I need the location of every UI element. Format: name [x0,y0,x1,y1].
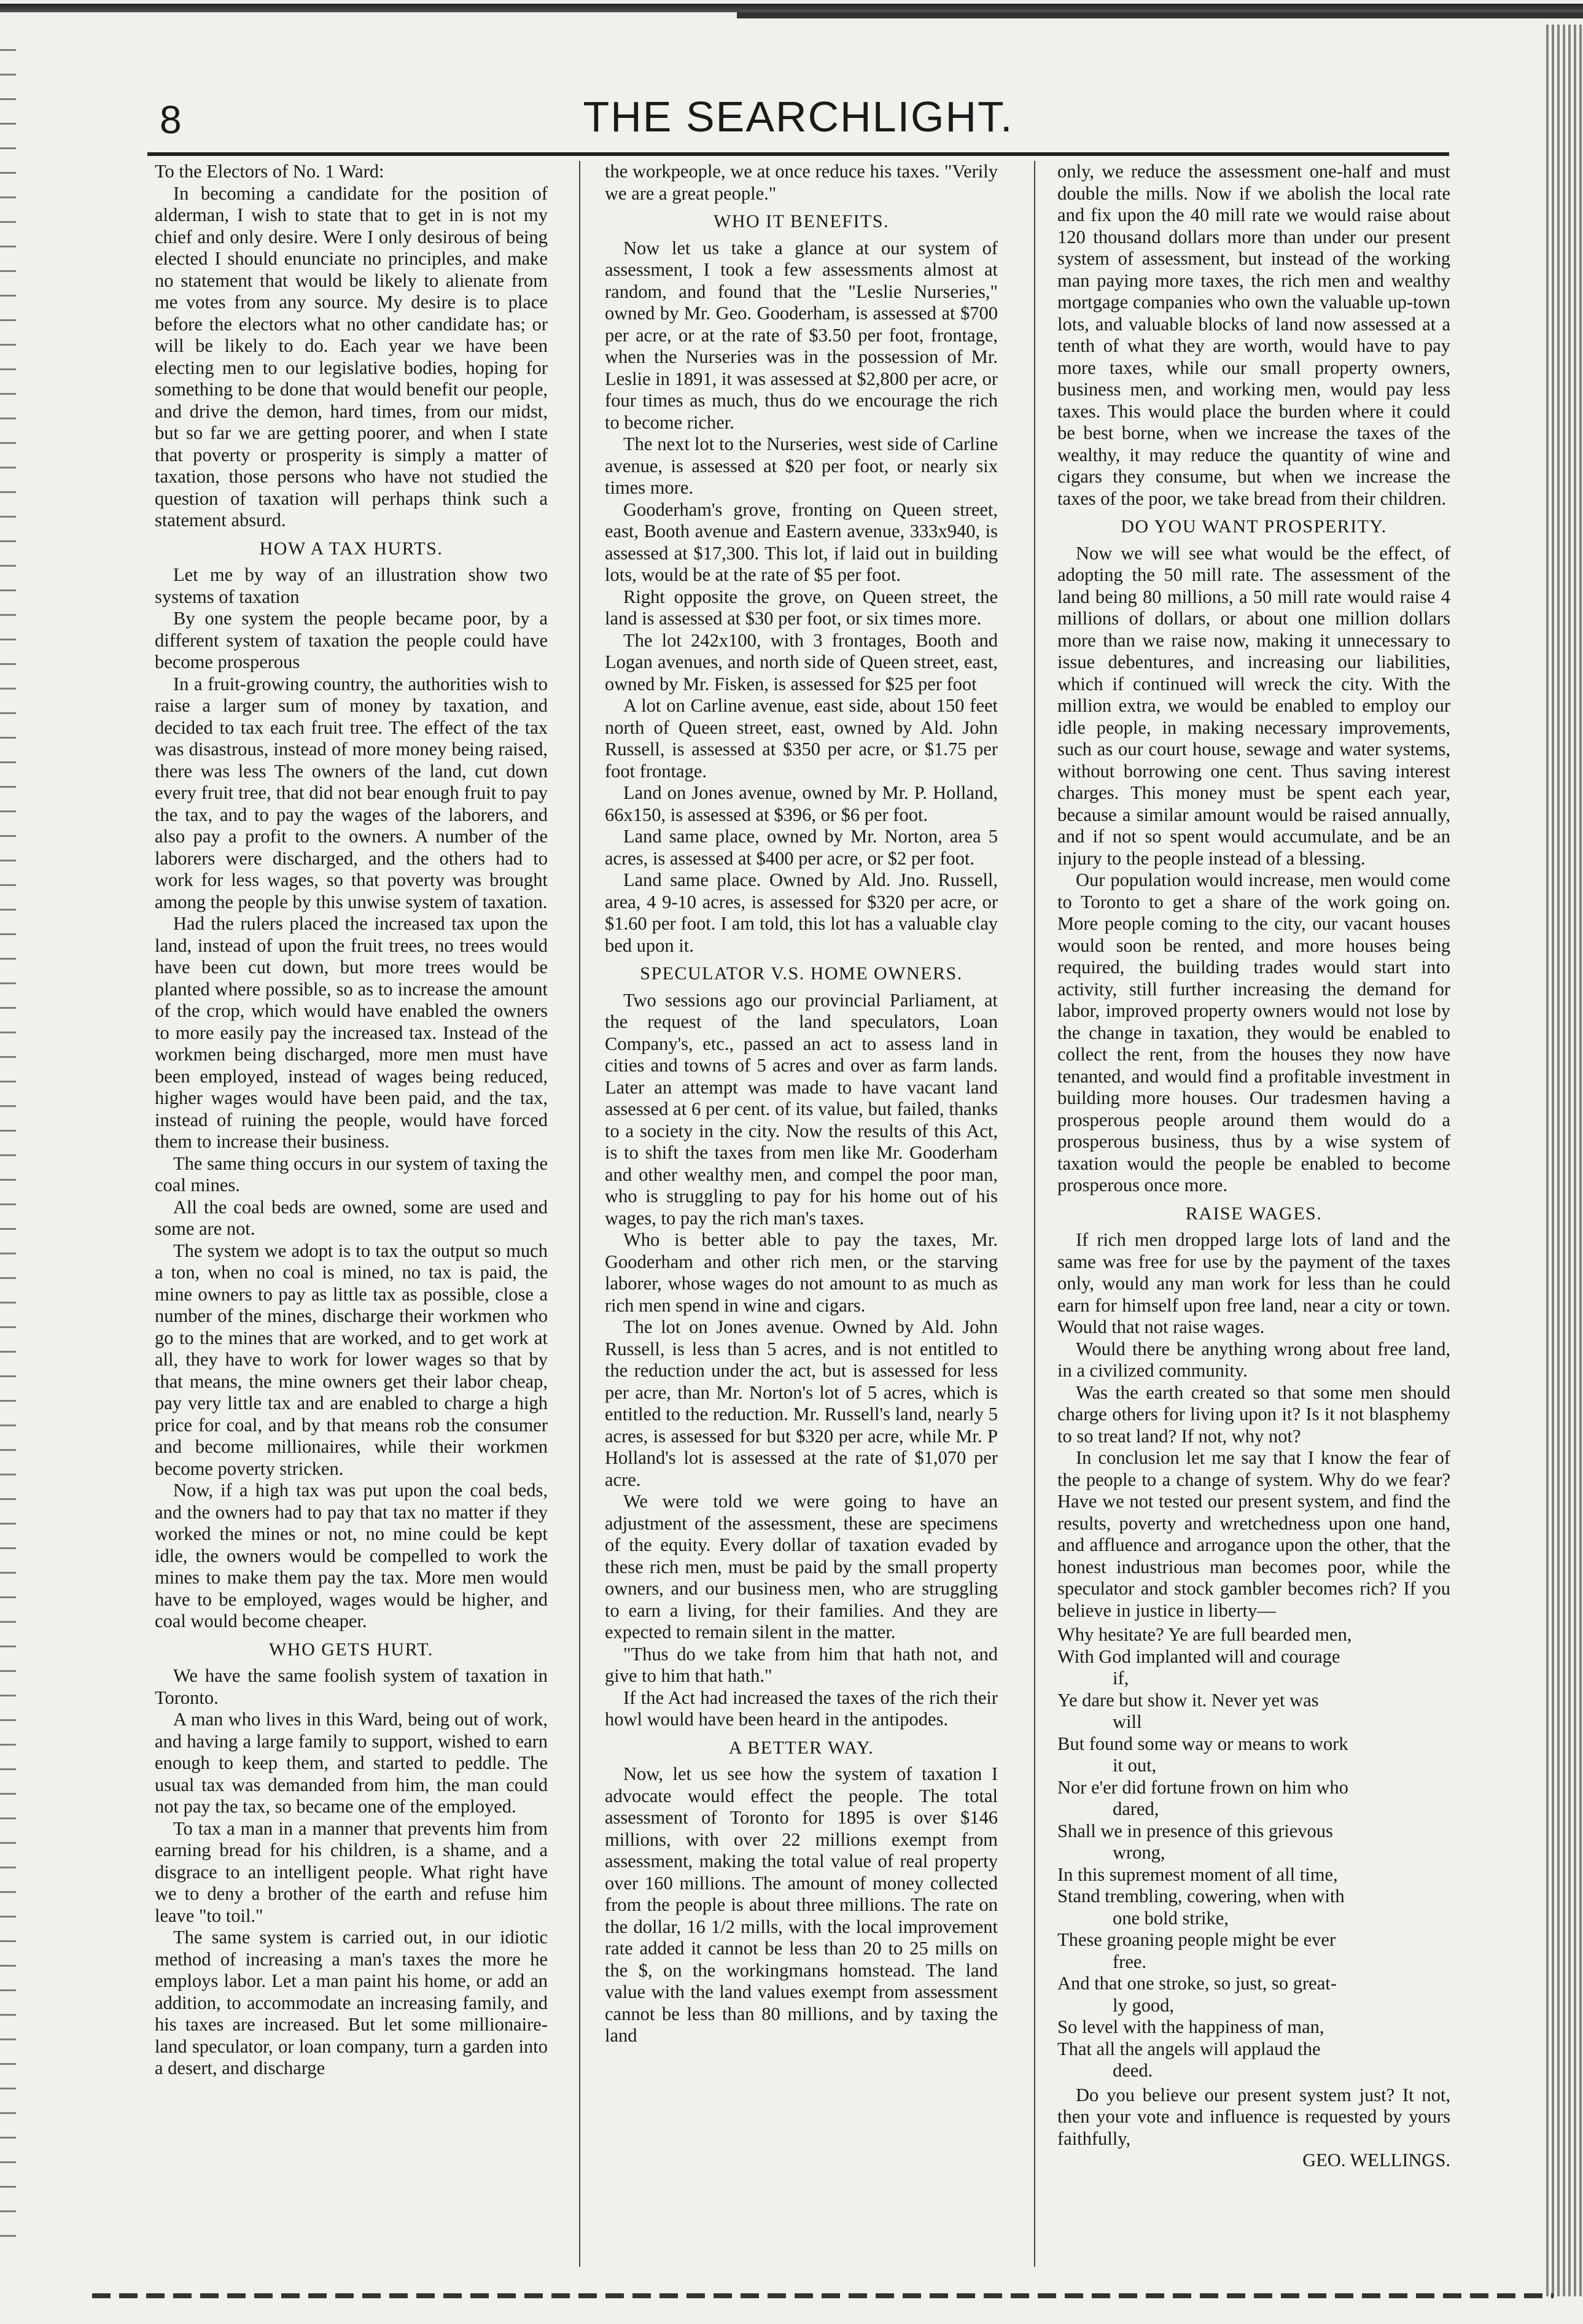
poem-line: ly good, [1113,1994,1174,2016]
article-paragraph: To the Electors of No. 1 Ward: [155,161,384,182]
poem-line: will [1113,1711,1142,1732]
column-divider [579,161,580,2267]
poem-line: Why hesitate? Ye are full bearded men, [1057,1624,1352,1645]
poem-line: it out, [1113,1755,1157,1776]
poem-line: With God implanted will and courage [1057,1646,1340,1667]
article-paragraph: The same system is carried out, in our idiotic method of increasing a man's taxes the more he employs labor. Let a man paint his home, or add an addition, to accommodate an increasing family, and his taxes are increased. But let some millionaire-land speculator, or loan company, turn a garden into a desert, and discharge [155,1927,548,2078]
article-paragraph: Right opposite the grove, on Queen street, the land is assessed at $30 per foot, or six times more. [605,586,998,629]
article-paragraph: Now let us take a glance at our system of assessment, I took a few assessments almost at random, and found that the "Leslie Nurseries," owned by Mr. Geo. Gooderham, is assessed at $700 per acre, or at the rate of $3.50 per foot, frontage, when the Nurseries was in the possession of Mr. Leslie in 1891, it was assessed at $2,800 per acre, or four times as much, thus do we encourage the rich to become richer. [605,237,998,433]
article-paragraph: We have the same foolish system of taxation in Toronto. [155,1665,548,1708]
poem-line: These groaning people might be ever [1057,1929,1336,1950]
poem-line: And that one stroke, so just, so great- [1057,1973,1337,1994]
poem-line: deed. [1113,2060,1153,2081]
article-paragraph: Let me by way of an illustration show two systems of taxation [155,564,548,607]
article-paragraph: Gooderham's grove, fronting on Queen street, east, Booth avenue and Eastern avenue, 333x940, is assessed at $17,300. This lot, if laid out in building lots, would be at the rate of $5 per foot. [605,499,998,585]
poem-line: Nor e'er did fortune frown on him who [1057,1776,1348,1798]
article-paragraph: Was the earth created so that some men should charge others for living upon it? Is it not blasphemy to so treat land? If not, why not? [1057,1382,1450,1447]
article-paragraph: Had the rulers placed the increased tax upon the land, instead of upon the fruit trees, no trees would have been cut down, but more trees would be planted where possible, so as to increase the amount of the crop, which would have enabled the owners to more easily pay the increased tax. Instead of the workmen being discharged, more men must have been employed, instead of wages being reduced, higher wages would have been paid, and the tax, instead of ruining the people, would have forced them to increase their business. [155,913,548,1152]
article-paragraph: To tax a man in a manner that prevents him from earning bread for his children, is a shame, and a disgrace to an intelligent people. What right have we to deny a brother of the earth and refuse him leave "to toil." [155,1817,548,1926]
poem-line: wrong, [1113,1842,1165,1863]
top-border-rule [0,4,1583,12]
article-paragraph: Land same place, owned by Mr. Norton, area 5 acres, is assessed at $400 per acre, or $2 per foot. [605,826,998,869]
poem-line: if, [1113,1668,1129,1689]
left-scan-edge [0,49,16,2260]
section-heading: RAISE WAGES. [1185,1203,1323,1224]
signature: GEO. WELLINGS. [1302,2150,1450,2170]
section-heading: WHO IT BENEFITS. [714,211,889,231]
poem-line: Ye dare but show it. Never yet was [1057,1689,1319,1711]
article-paragraph: In a fruit-growing country, the authorities wish to raise a larger sum of money by taxation, and decided to tax each fruit tree. The effect of the tax was disastrous, instead of more money being raised, there was less The owners of the land, cut down every fruit tree, that did not bear enough fruit to pay the tax, and to pay the wages of the laborers, and also pay a profit to the owners. A number of the laborers were discharged, and the others had to work for less wages, so that poverty was brought among the people by this unwise system of taxation. [155,673,548,912]
column-2 [605,161,998,2279]
page-number: 8 [160,98,182,142]
article-paragraph: Our population would increase, men would come to Toronto to get a share of the work going on. More people coming to the city, our vacant houses would soon be rented, and more houses being required, the building trades would start into activity, still further increasing the demand for labor, improved property owners would not lose by the change in taxation, they would be enabled to collect the rent, from the houses they now have tenanted, and would find a profitable investment in building more houses. Our tradesmen having a prosperous people around them would do a prosperous business, thus by a wise system of taxation would the people be enabled to become prosperous once more. [1057,869,1450,1195]
poem-line: Stand trembling, cowering, when with [1057,1886,1345,1906]
article-paragraph: Would there be anything wrong about free land, in a civilized community. [1057,1338,1450,1381]
article-paragraph: We were told we were going to have an adjustment of the assessment, these are specimens of the equity. Every dollar of taxation evaded by these rich men, must be paid by the small property owners, and our business men, who are struggling to earn a living, for their families. And they are expected to remain silent in the matter. [605,1491,998,1642]
article-paragraph: In conclusion let me say that I know the fear of the people to a change of system. Why do we fear? Have we not tested our present system, and find the results, poverty and wretchedness upon one hand, and affluence and arrogance upon the other, that the honest industrious man becomes poor, while the speculator and stock gambler becomes rich? If you believe in justice in liberty— [1057,1447,1450,1621]
article-paragraph: If the Act had increased the taxes of the rich their howl would have been heard in the antipodes. [605,1687,998,1730]
right-scan-edge [1546,25,1583,2296]
poem-line: one bold strike, [1113,1907,1229,1929]
section-heading: WHO GETS HURT. [269,1639,434,1660]
article-paragraph: Now, let us see how the system of taxation I advocate would effect the people. The total assessment of Toronto for 1895 is over $146 millions, with over 22 millions exempt from assessment, making the total value of real property over 160 millions. The amount of money collected from the people is about three millions. The rate on the dollar, 16 1/2 mills, with the local improvement rate added it cannot be less than 20 to 25 mills on the $, on the workingmans homstead. The land value with the land values exempt from assessment cannot be less than 80 millions, and by taxing the land [605,1763,998,2046]
article-paragraph: A lot on Carline avenue, east side, about 150 feet north of Queen street, east, owned by Ald. John Russell, is assessed at $350 per acre, or $1.75 per foot frontage. [605,695,998,782]
top-border-rule-secondary [737,12,1583,18]
article-paragraph: "Thus do we take from him that hath not, and give to him that hath." [605,1643,998,1686]
poem-line: So level with the happiness of man, [1057,2016,1324,2037]
bottom-border-rule [92,2293,1554,2298]
article-paragraph: the workpeople, we at once reduce his taxes. "Verily we are a great people." [605,161,998,204]
section-heading: DO YOU WANT PROSPERITY. [1121,516,1387,537]
article-paragraph: Land on Jones avenue, owned by Mr. P. Holland, 66x150, is assessed at $396, or $6 per foot. [605,782,998,825]
article-paragraph: Two sessions ago our provincial Parliament, at the request of the land speculators, Loan Company's, etc., passed an act to assess land in cities and towns of 5 acres and over as farm lands. Later an attempt was made to have vacant land assessed at 6 per cent. of its value, but failed, thanks to a society in the city. Now the results of this Act, is to shift the taxes from men like Mr. Gooderham and other wealthy men, and compel the poor man, who is struggling to pay for his home out of his wages, to pay the rich man's taxes. [605,989,998,1229]
article-paragraph: By one system the people became poor, by a different system of taxation the people could have become prosperous [155,608,548,672]
section-heading: A BETTER WAY. [728,1737,874,1758]
column-1 [155,161,548,2279]
article-paragraph: The next lot to the Nurseries, west side of Carline avenue, is assessed at $20 per foot, or nearly six times more. [605,433,998,498]
article-paragraph: The system we adopt is to tax the output so much a ton, when no coal is mined, no tax is paid, the mine owners to pay as little tax as possible, close a number of the mines, discharge their workmen who go to the mines that are worked, and to get work at all, they have to work for lower wages so that by that means, the mine owners get their labor cheap, pay very little tax and are enabled to charge a high price for coal, and by that means rob the consumer and become millionaires, while their workmen become poverty stricken. [155,1240,548,1479]
poem-line: In this supremest moment of all time, [1057,1863,1338,1885]
poem-verse [1057,1624,1450,2082]
article-paragraph: Do you believe our present system just? It not, then your vote and influence is requested by yours faithfully, [1057,2084,1450,2149]
article-paragraph: Land same place. Owned by Ald. Jno. Russell, area, 4 9-10 acres, is assessed for $320 per acre, or $1.60 per foot. I am told, this lot has a valuable clay bed upon it. [605,869,998,956]
article-paragraph: The same thing occurs in our system of taxing the coal mines. [155,1152,548,1195]
article-paragraph: only, we reduce the assessment one-half and must double the mills. Now if we abolish the local rate and fix upon the 40 mill rate we would raise about 120 thousand dollars more than under our present system of assessment, but instead of the working man paying more taxes, the rich men and wealthy mortgage companies who own the valuable up-town lots, and valuable blocks of land now assessed at a tenth of what they are worth, would have to pay more taxes, while our small property owners, business men, and working men, would pay less taxes. This would place the burden where it could be best borne, when we increase the taxes of the wealthy, it may reduce the quantity of wine and cigars they consume, but when we increase the taxes of the poor, we take bread from their children. [1057,161,1450,509]
article-paragraph: If rich men dropped large lots of land and the same was free for use by the payment of the taxes only, would any man work for less than he could earn for himself upon free land, near a city or town. Would that not raise wages. [1057,1229,1450,1337]
column-divider [1034,161,1035,2267]
article-paragraph: A man who lives in this Ward, being out of work, and having a large family to support, wished to earn enough to keep them, and started to peddle. The usual tax was demanded from him, the man could not pay the tax, so became one of the employed. [155,1709,548,1817]
header-rule [147,152,1449,156]
poem-line: Shall we in presence of this grievous [1057,1820,1333,1841]
page-header [147,92,1449,147]
section-heading: HOW A TAX HURTS. [259,538,443,559]
poem-line: That all the angels will applaud the [1057,2038,1321,2059]
poem-line: But found some way or means to work [1057,1733,1348,1754]
article-paragraph: All the coal beds are owned, some are used and some are not. [155,1196,548,1239]
article-paragraph: Now we will see what would be the effect, of adopting the 50 mill rate. The assessment of the land being 80 millions, a 50 mill rate would raise 4 millions of dollars, or about one million dollars more than we raise now, making it unnecessary to issue debentures, and increasing our liabilities, which if continued will wreck the city. With the million extra, we would be enabled to employ our idle people, in making necessary improvements, such as our court house, sewage and water systems, without borrowing one cent. Thus saving interest charges. This money must be spent each year, because a similar amount would be raised annually, and if not so spent would accumulate, and be an injury to the people instead of a blessing. [1057,542,1450,869]
masthead-title: THE SEARCHLIGHT. [583,93,1014,141]
section-heading: SPECULATOR V.S. HOME OWNERS. [640,963,963,984]
column-3 [1057,161,1450,2279]
article-paragraph: In becoming a candidate for the position of alderman, I wish to state that to get in is not my chief and only desire. Were I only desirous of being elected I should enunciate no principles, and make no statement that would be likely to alienate from me votes from any source. My desire is to place before the electors what no other candidate has; or will be likely to do. Each year we have been electing men to our legislative bodies, hoping for something to be done that would benefit our people, and drive the demon, hard times, from our midst, but so far we are getting poorer, and when I state that poverty or prosperity is simply a matter of taxation, those persons who have not studied the question of taxation will perhaps think such a statement absurd. [155,182,548,530]
article-paragraph: Who is better able to pay the taxes, Mr. Gooderham and other rich men, or the starving laborer, whose wages do not amount to as much as rich men spend in wine and cigars. [605,1229,998,1316]
article-paragraph: The lot on Jones avenue. Owned by Ald. John Russell, is less than 5 acres, and is not entitled to the reduction under the act, but is assessed for less per acre, than Mr. Norton's lot of 5 acres, which is entitled to the reduction. Mr. Russell's land, nearly 5 acres, is assessed for but $320 per acre, while Mr. P Holland's lot is assessed at the rate of $1,070 per acre. [605,1316,998,1490]
article-paragraph: The lot 242x100, with 3 frontages, Booth and Logan avenues, and north side of Queen street, east, owned by Mr. Fisken, is assessed for $25 per foot [605,629,998,694]
poem-line: free. [1113,1951,1147,1972]
article-paragraph: Now, if a high tax was put upon the coal beds, and the owners had to pay that tax no matter if they worked the mines or not, no mine could be kept idle, the owners would be compelled to work the mines to make them pay the tax. More men would have to be employed, wages would be higher, and coal would become cheaper. [155,1480,548,1631]
poem-line: dared, [1113,1798,1159,1819]
